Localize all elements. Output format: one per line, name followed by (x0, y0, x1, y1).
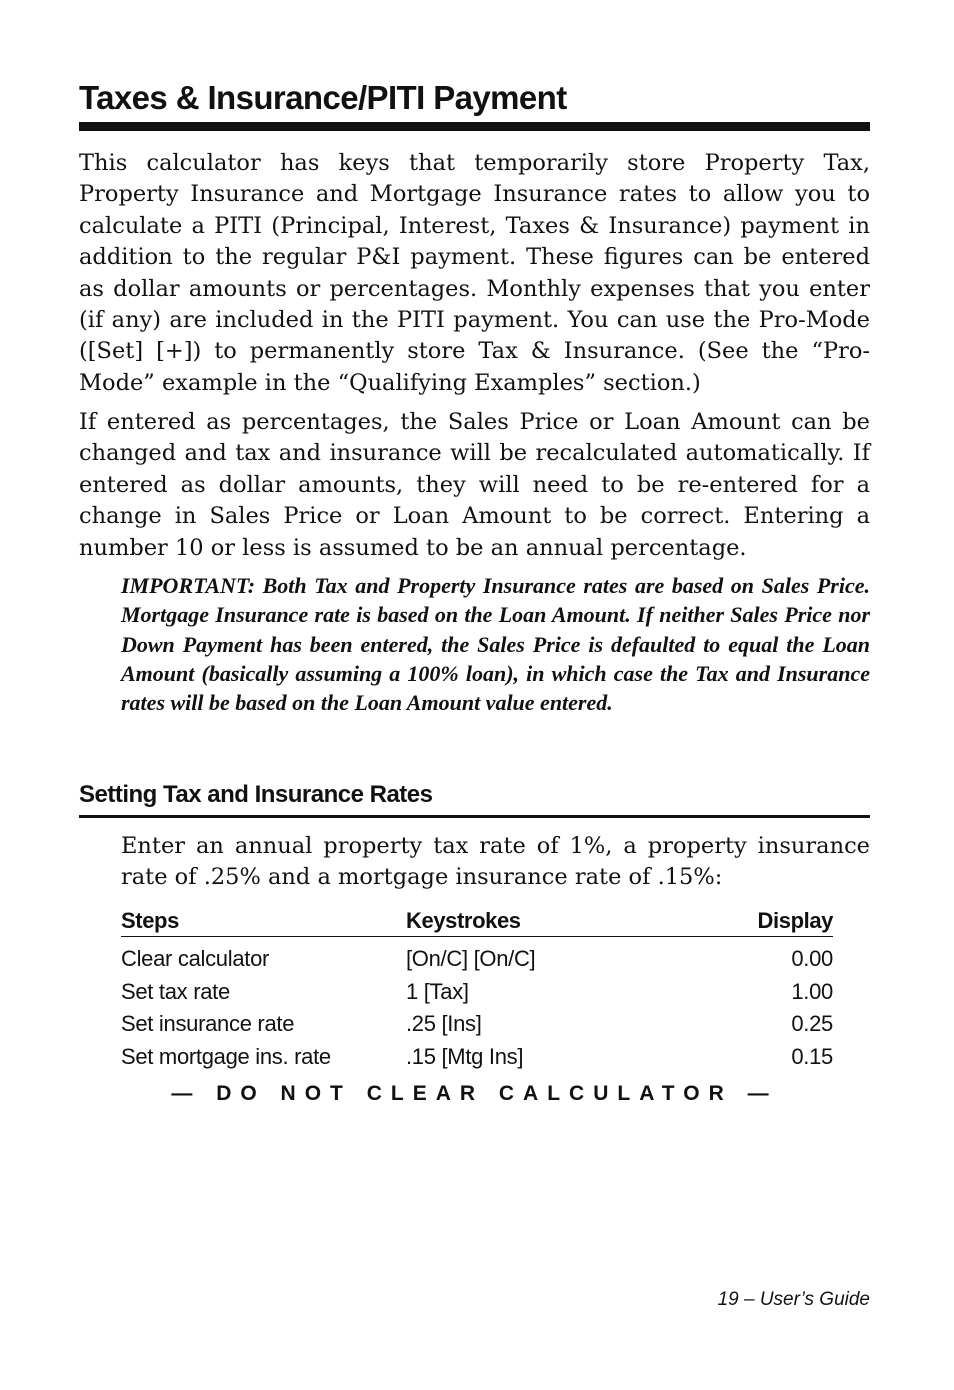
display-cell: 1.00 (791, 978, 833, 1004)
keystrokes-cell: .25 [Ins] (406, 1011, 482, 1036)
page-title: Taxes & Insurance/PITI Payment (79, 79, 567, 116)
table-row (121, 1008, 833, 1041)
page-footer: 19 – User’s Guide (717, 1289, 870, 1310)
table-row (121, 943, 833, 976)
example-intro: Enter an annual property tax rate of 1%, a property insurance rate of .25% and a mortgage insurance rate of .15%: (121, 833, 870, 890)
keystrokes-cell: 1 [Tax] (406, 978, 469, 1004)
keystrokes-cell: .15 [Mtg Ins] (406, 1043, 524, 1069)
keystrokes-cell: [On/C] [On/C] (406, 946, 536, 971)
steps-table-body (121, 937, 833, 1073)
step-cell: Clear calculator (121, 946, 270, 971)
table-row (121, 1041, 833, 1074)
table-row (121, 976, 833, 1009)
step-cell: Set tax rate (121, 978, 230, 1004)
section-heading: Setting Tax and Insurance Rates (79, 781, 433, 808)
important-note: IMPORTANT: Both Tax and Property Insurance rates are based on Sales Price. Mortgage Insurance rate is based on the Loan Amount. If neither Sales Price nor Down Payment has been entered, the Sales Price is defaulted to equal the Loan Amount (basically assuming a 100% loan), in which case the Tax and Insurance rates will be based on the Loan Amount value entered. (121, 573, 870, 716)
display-cell: 0.00 (791, 946, 833, 971)
title-rule (79, 122, 870, 131)
steps-table (121, 906, 833, 1073)
display-cell: 0.15 (791, 1043, 833, 1069)
display-cell: 0.25 (791, 1011, 833, 1036)
header-keystrokes: Keystrokes (406, 908, 521, 933)
section-rule (79, 815, 870, 818)
header-steps: Steps (121, 908, 179, 933)
do-not-clear-notice: — DO NOT CLEAR CALCULATOR — (171, 1082, 778, 1105)
intro-paragraph: This calculator has keys that temporarily store Property Tax, Property Insurance and Mortgage Insurance rates to allow you to calculate a PITI (Principal, Interest, Taxes & Insurance) payment in addition to the regular P&I payment. These figures can be entered as dollar amounts or percentages. Monthly expenses that you enter (if any) are included in the PITI payment. You can use the Pro-Mode ([Set] [+]) to permanently store Tax & Insurance. (See the “Pro-Mode” example in the “Qualifying Examples” section.) (79, 150, 870, 396)
step-cell: Set mortgage ins. rate (121, 1043, 331, 1069)
steps-table-header (121, 906, 833, 937)
step-cell: Set insurance rate (121, 1011, 295, 1036)
percentage-paragraph: If entered as percentages, the Sales Price or Loan Amount can be changed and tax and insurance will be recalculated automatically. If entered as dollar amounts, they will need to be re-entered for a change in Sales Price or Loan Amount to be correct. Entering a number 10 or less is assumed to be an annual percentage. (79, 409, 870, 561)
header-display: Display (757, 908, 833, 933)
